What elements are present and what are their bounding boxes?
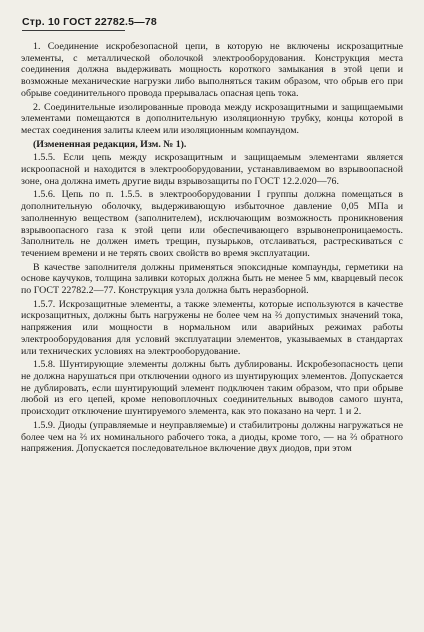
clause-1-5-9: 1.5.9. Диоды (управляемые и неуправляемые) и стабилитроны должны нагружаться не более чем на ⅔ их номинального рабочего тока, а диоды, кроме того, — на ⅔ обратного напряжения. Допускается последовательное включение двух диодов, при этом	[21, 419, 403, 455]
header-underline	[22, 30, 125, 31]
page-header	[22, 16, 403, 31]
clause-1-5-6: 1.5.6. Цепь по п. 1.5.5. в электрооборудовании I группы должна помещаться в дополнительную оболочку, выдерживающую избыточное давление 0,05 МПа и заполненную веществом (заполнителем), исключающим возможность проникновения взрывоопасного газа к этой цепи или обеспечивающего взрывонепроницаемость. Заполнитель не должен иметь трещин, пузырьков, отслаиваться, растрескиваться с течением времени и не терять своих свойств во время эксплуатации.	[21, 189, 403, 259]
paragraph-item-2: 2. Соединительные изолированные провода между искрозащитными и защищаемыми элементами помещаются в дополнительную изоляционную трубку, концы которой в местах соединения залиты клеем или изоляционным компаундом.	[21, 101, 403, 136]
page-header-text: Стр. 10 ГОСТ 22782.5—78	[22, 16, 157, 28]
clause-1-5-5: 1.5.5. Если цепь между искрозащитным и защищаемым элементами является искроопасной и находится в электрооборудовании, устанавливаемом во взрывоопасной зоне, она должна иметь другие виды взрывозащиты по ГОСТ 12.2.020—76.	[21, 152, 403, 187]
clause-1-5-7: 1.5.7. Искрозащитные элементы, а также элементы, которые используются в качестве искрозащитных, должны быть нагружены не более чем на ⅔ допустимых значений тока, напряжения или мощности в нормальном или аварийных режимах работы электрооборудования для условий эксплуатации элементов, указываемых в стандартах или технических условиях на электрооборудование.	[21, 298, 403, 357]
clause-1-5-8: 1.5.8. Шунтирующие элементы должны быть дублированы. Искробезопасность цепи не должна нарушаться при отключении одного из шунтирующих элементов. Допускается не дублировать, если шунтирующий элемент подключен таким образом, что при обрыве любой из его цепей, кроме неповоплочных соединительных выводов самого шунта, происходит отключение шунтируемого элемента, как это показано на черт. 1 и 2.	[21, 359, 403, 418]
filler-materials-paragraph: В качестве заполнителя должны применяться эпоксидные компаунды, герметики на основе каучуков, толщина заливки которых должна быть не менее 5 мм, кварцевый песок по ГОСТ 22782.2—77. Конструкция узла должна быть неразборной.	[21, 261, 403, 297]
paragraph-item-1: 1. Соединение искробезопасной цепи, в которую не включены искрозащитные элементы, с металлической оболочкой электрооборудования. Конструкция места соединения должна выдерживать мощность короткого замыкания в этой цепи и возможные механические нагрузки либо выполняться таким образом, что обрыв его при обрыве соединительного провода прерывалась опасная цепь тока.	[21, 41, 403, 99]
amendment-note: (Измененная редакция, Изм. № 1).	[33, 138, 187, 150]
document-body	[21, 41, 403, 455]
